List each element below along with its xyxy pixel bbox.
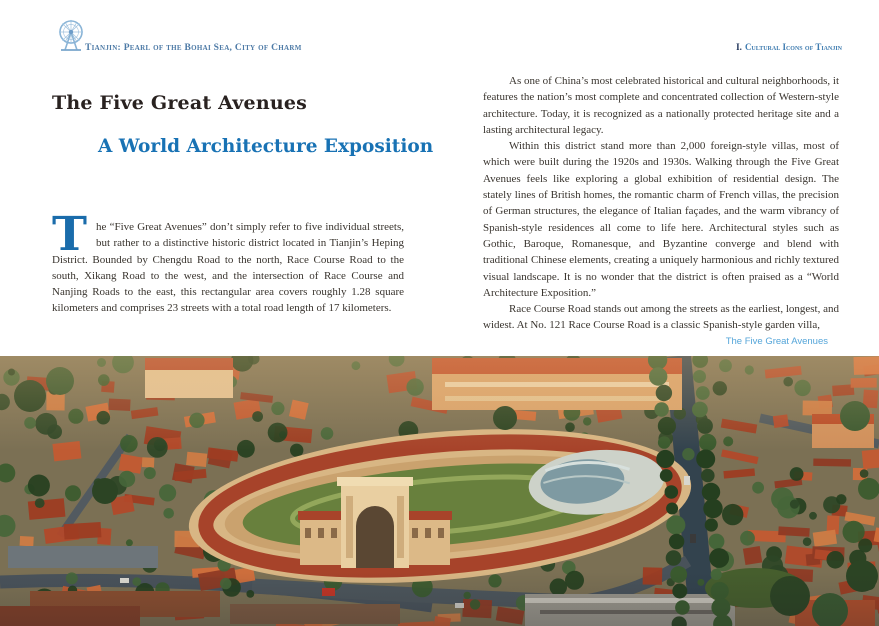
page-title: The Five Great Avenues <box>52 92 308 114</box>
page-subtitle: A World Architecture Exposition <box>98 136 434 157</box>
chapter-heading <box>736 42 842 52</box>
chapter-title: Cultural Icons of Tianjin <box>744 42 842 52</box>
lead-paragraph <box>52 207 404 317</box>
body-paragraph: As one of China’s most celebrated historical and cultural neighborhoods, it features the nation’s most complete and concentrated collection of Western-style architecture. Today, it is recognized as a nationally protected heritage site and a lasting architectural legacy. <box>483 75 839 136</box>
body-paragraph: Race Course Road stands out among the streets as the earliest, longest, and widest. At No. 121 Race Course Road is a classic Spanish-style garden villa, <box>483 303 839 332</box>
running-footer-label: The Five Great Avenues <box>725 336 828 347</box>
drop-cap: T <box>52 207 87 262</box>
chapter-number: I. <box>736 42 742 52</box>
brand-text: Tianjin: Pearl of the Bohai Sea, City of Charm <box>85 43 302 53</box>
left-column <box>52 207 404 317</box>
ferris-wheel-logo-icon <box>55 18 87 54</box>
aerial-photo <box>0 356 879 626</box>
lead-paragraph-text: he “Five Great Avenues” don’t simply refer to five individual streets, but rather to a distinctive historic district located in Tianjin’s Heping District. Bounded by Chengdu Road to the north, Race Course Road to the south, Xikang Road to the west, and the intersection of Race Course and Nanjing Roads to the east, this rectangular area covers roughly 1.28 square kilometers and comprises 23 streets with a total road length of 17 kilometers. <box>52 221 404 315</box>
right-column <box>483 73 839 334</box>
aerial-photo-illustration <box>0 356 879 626</box>
body-paragraph: Within this district stand more than 2,000 foreign-style villas, most of which were built during the 1920s and 1930s. Walking through the Five Great Avenues feels like exploring a global exhibition of residential design. The stately lines of British homes, the romantic charm of French villas, the precision of German structures, the elegance of Italian façades, and the warm vibrancy of Spanish-style residences all come to life here. Architectural styles such as Gothic, Baroque, Romanesque, and Byzantine converge and blend with traditional Chinese elements, creating a uniquely harmonious and richly textured visual landscape. It is no wonder that the district is often praised as a “World Architecture Exposition.” <box>483 140 839 299</box>
